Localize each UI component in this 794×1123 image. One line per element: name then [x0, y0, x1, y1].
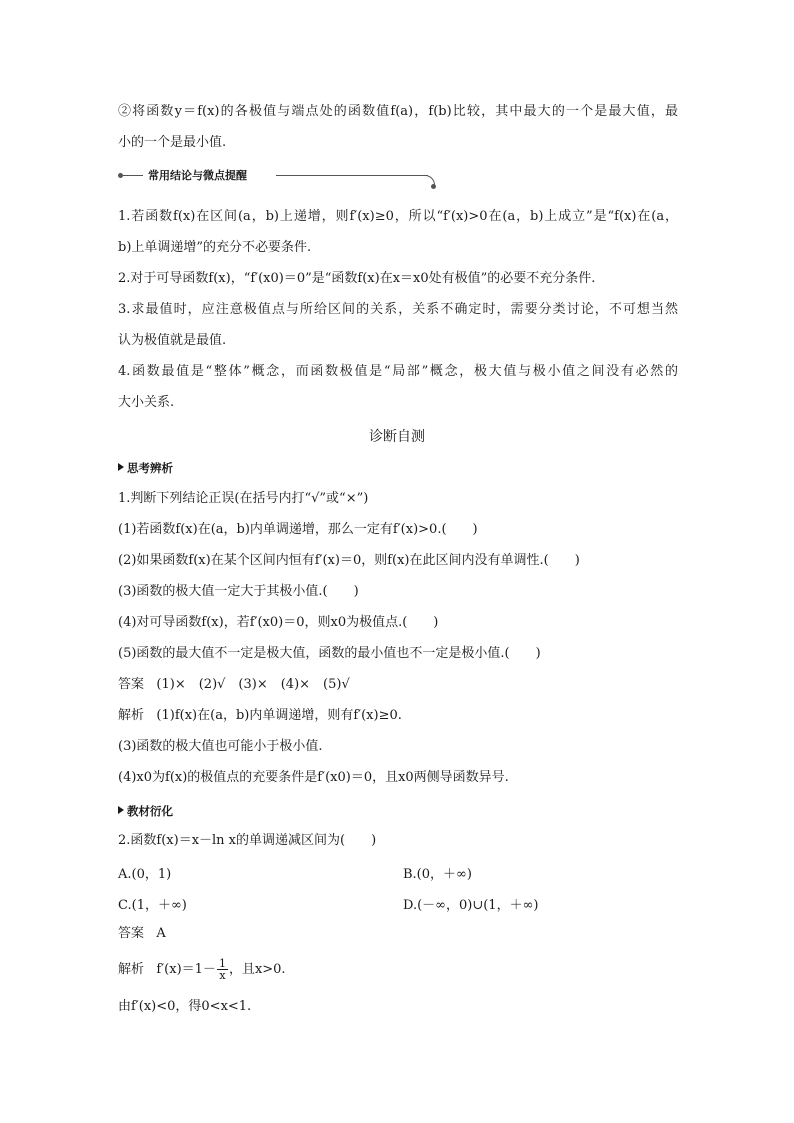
intro-line-2: 小的一个是最小值.	[118, 135, 227, 150]
conclusion-3-line-2: 认为极值就是最值.	[118, 333, 227, 348]
option-a: A.(0，1)	[118, 867, 172, 882]
question-1-item-1: (1)若函数f(x)在(a，b)内单调递增，那么一定有f′(x)>0.( )	[118, 522, 478, 537]
analysis-1-line-1	[118, 707, 402, 725]
answer-1	[118, 676, 350, 694]
conclusion-2: 2.对于可导函数f(x)，“f′(x0)＝0”是“函数f(x)在x＝x0处有极值”的必要不充分条件.	[118, 271, 596, 286]
analysis-suffix: ，且x>0.	[228, 962, 286, 977]
banner-dot-right-icon	[431, 184, 436, 189]
analysis-label: 解析	[118, 962, 145, 977]
question-1-item-5: (5)函数的最大值不一定是极大值，函数的最小值也不一定是极小值.( )	[118, 646, 541, 661]
question-2-title: 2.函数f(x)＝x－ln x的单调递减区间为( )	[118, 833, 377, 848]
question-1-item-4: (4)对可导函数f(x)，若f′(x0)＝0，则x0为极值点.( )	[118, 615, 439, 630]
think-label-text: 思考辨析	[127, 461, 173, 475]
fraction-denominator: x	[219, 969, 226, 982]
textbook-label-text: 教材衍化	[127, 804, 173, 818]
conclusion-1-line-1: 1.若函数f(x)在区间(a，b)上递增，则f′(x)≥0，所以“f′(x)>0在(a，b)上成立”是“f(x)在(a，	[118, 209, 678, 224]
analysis-prefix: f′(x)＝1－	[156, 962, 216, 977]
think-label	[118, 459, 173, 477]
conclusion-4-line-1: 4.函数最值是“整体”概念，而函数极值是“局部”概念，极大值与极小值之间没有必然的	[118, 364, 678, 379]
answer-label: 答案	[118, 677, 145, 692]
analysis-1-line-3: (4)x0为f(x)的极值点的充要条件是f′(x0)＝0，且x0两侧导函数异号.	[118, 770, 509, 785]
option-b: B.(0，＋∞)	[403, 867, 472, 882]
banner-title: 常用结论与微点提醒	[148, 169, 247, 182]
analysis-2-line-1	[118, 955, 286, 985]
analysis-label: 解析	[118, 708, 145, 723]
answer-label: 答案	[118, 926, 145, 941]
banner-rule-left	[123, 175, 143, 176]
conclusion-1-line-2: b)上单调递增”的充分不必要条件.	[118, 240, 312, 255]
fraction-numerator: 1	[218, 957, 226, 970]
option-c: C.(1，＋∞)	[118, 898, 187, 913]
banner-rule-right	[276, 175, 428, 176]
answer-value: A	[156, 926, 166, 941]
fraction	[217, 958, 228, 981]
analysis-2-line-2: 由f′(x)<0，得0<x<1.	[118, 999, 252, 1014]
question-1-item-3: (3)函数的极大值一定大于其极小值.( )	[118, 584, 359, 599]
analysis-text: (1)f(x)在(a，b)内单调递增，则有f′(x)≥0.	[156, 708, 402, 723]
answer-value: (1)× (2)√ (3)× (4)× (5)√	[156, 677, 350, 692]
question-1-item-2: (2)如果函数f(x)在某个区间内恒有f′(x)＝0，则f(x)在此区间内没有单调性.( )	[118, 553, 580, 568]
tips-banner	[118, 166, 448, 190]
section-title: 诊断自测	[369, 429, 425, 445]
conclusion-4-line-2: 大小关系.	[118, 395, 175, 410]
triangle-marker-icon	[118, 463, 124, 471]
answer-2	[118, 925, 166, 943]
option-d: D.(－∞，0)∪(1，＋∞)	[403, 898, 539, 913]
textbook-label	[118, 802, 173, 820]
question-1-title: 1.判断下列结论正误(在括号内打“√”或“×”)	[118, 491, 369, 506]
conclusion-3-line-1: 3.求最值时，应注意极值点与所给区间的关系，关系不确定时，需要分类讨论，不可想当然	[118, 302, 678, 317]
analysis-1-line-2: (3)函数的极大值也可能小于极小值.	[118, 739, 323, 754]
intro-line-1: ②将函数y＝f(x)的各极值与端点处的函数值f(a)，f(b)比较，其中最大的一个是最大值，最	[118, 104, 678, 119]
triangle-marker-icon	[118, 806, 124, 814]
